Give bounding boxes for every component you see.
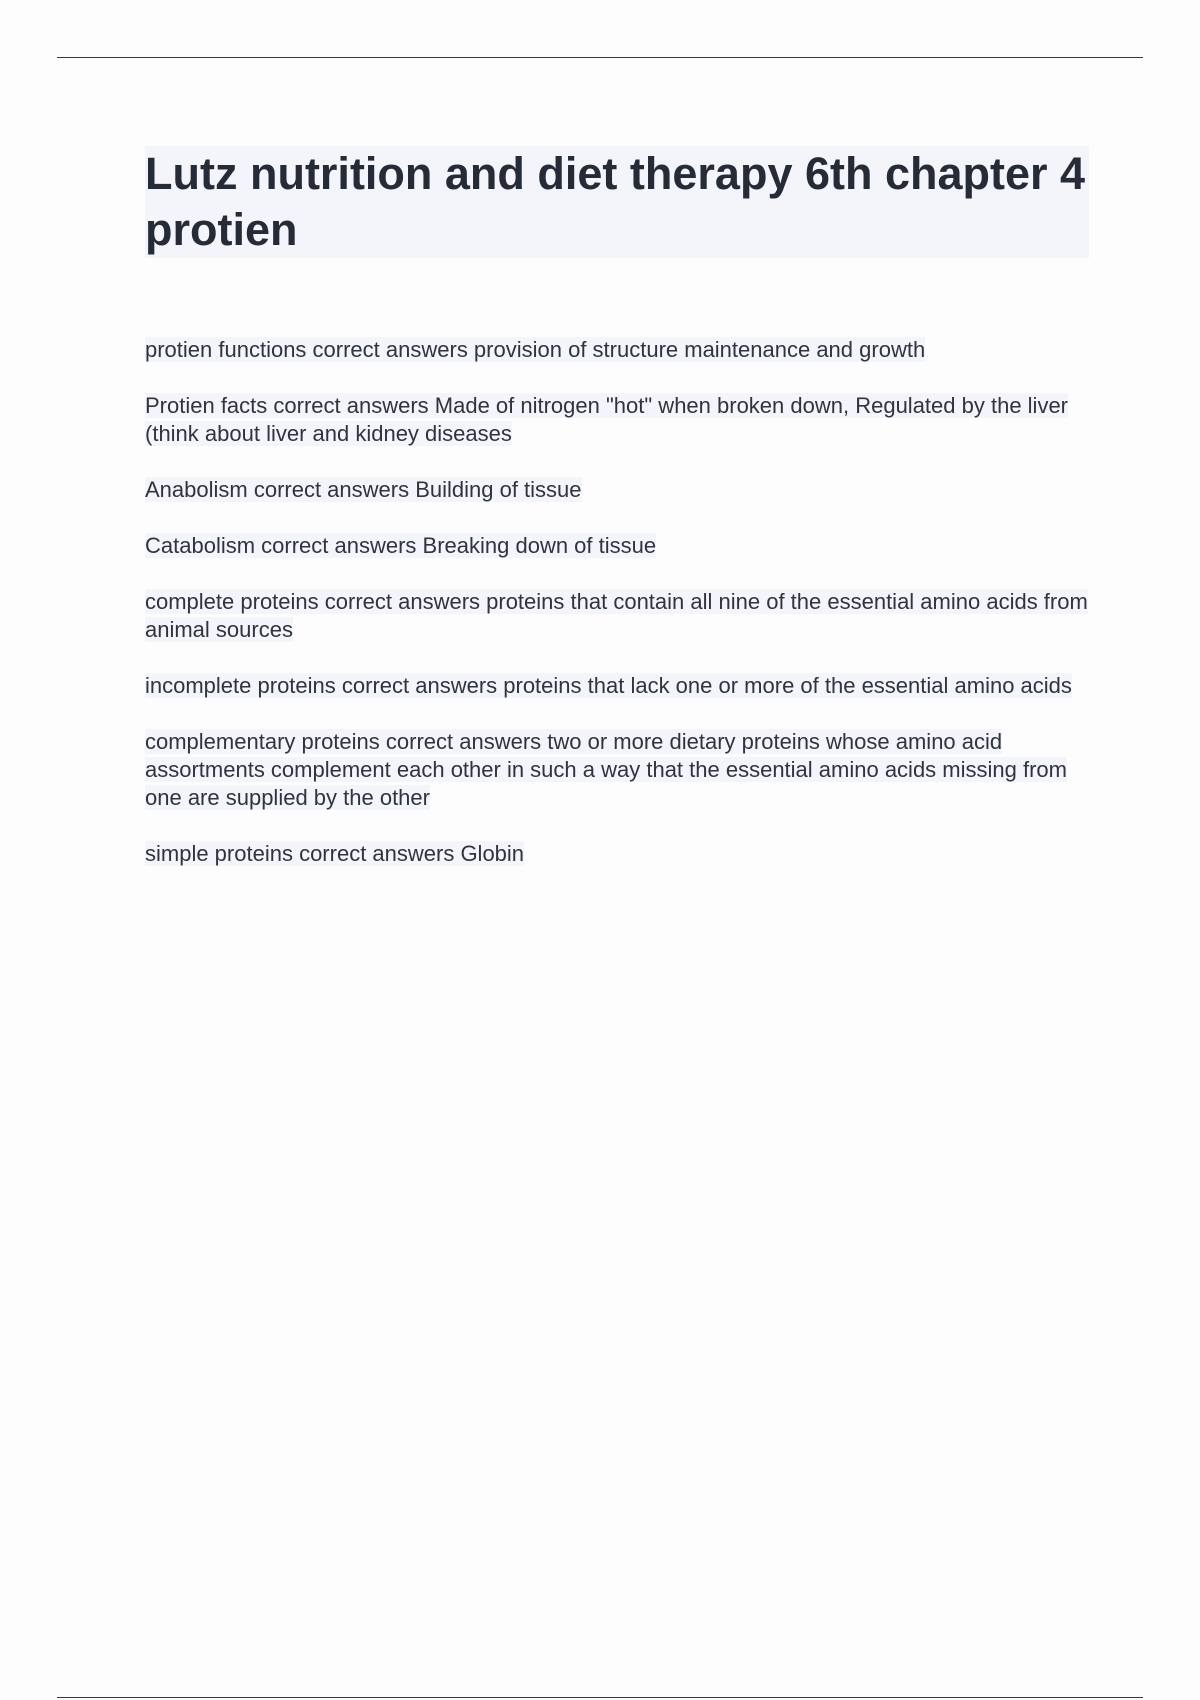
list-item bbox=[145, 476, 1089, 504]
title-block bbox=[145, 146, 1089, 258]
qa-list bbox=[145, 336, 1089, 868]
list-item bbox=[145, 588, 1089, 644]
list-item-text: complementary proteins correct answers two or more dietary proteins whose amino acid assortments complement each other in such a way that the essential amino acids missing from one are supplied by the other bbox=[145, 729, 1067, 810]
list-item-text: complete proteins correct answers proteins that contain all nine of the essential amino acids from animal sources bbox=[145, 589, 1088, 642]
list-item bbox=[145, 336, 1089, 364]
list-item-text: simple proteins correct answers Globin bbox=[145, 841, 525, 866]
document-body bbox=[145, 146, 1089, 896]
list-item bbox=[145, 392, 1089, 448]
list-item bbox=[145, 840, 1089, 868]
list-item-text: Protien facts correct answers Made of nitrogen "hot" when broken down, Regulated by the liver (think about liver and kidney diseases bbox=[145, 393, 1069, 446]
list-item-text: Anabolism correct answers Building of tissue bbox=[145, 477, 582, 502]
list-item bbox=[145, 728, 1089, 812]
page-title: Lutz nutrition and diet therapy 6th chapter 4 protien bbox=[145, 148, 1086, 255]
list-item bbox=[145, 672, 1089, 700]
list-item-text: incomplete proteins correct answers proteins that lack one or more of the essential amino acids bbox=[145, 673, 1072, 698]
list-item bbox=[145, 532, 1089, 560]
list-item-text: Catabolism correct answers Breaking down of tissue bbox=[145, 533, 657, 558]
top-rule bbox=[57, 57, 1143, 58]
list-item-text: protien functions correct answers provision of structure maintenance and growth bbox=[145, 337, 926, 362]
bottom-rule bbox=[57, 1697, 1143, 1698]
